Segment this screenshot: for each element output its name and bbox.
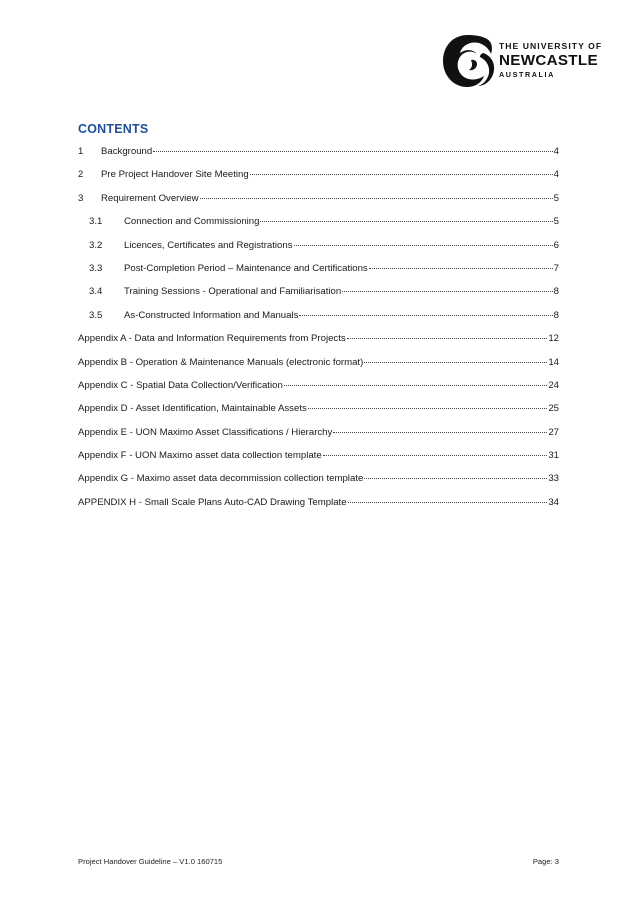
toc-page-number: 8: [553, 286, 559, 298]
logo-line-1: THE UNIVERSITY OF: [499, 41, 603, 51]
toc-dot-leader: [294, 245, 553, 246]
toc-dot-leader: [347, 338, 548, 339]
toc-entry-licences-certificates[interactable]: [78, 240, 559, 263]
toc-dot-leader: [284, 385, 548, 386]
toc-entry-appendix-a[interactable]: [78, 333, 559, 356]
footer-page-number: Page: 3: [532, 857, 559, 866]
university-wordmark: [499, 42, 602, 78]
toc-dot-leader: [323, 455, 548, 456]
toc-dot-leader: [364, 362, 547, 363]
toc-label: Training Sessions - Operational and Familiarisation: [124, 286, 342, 298]
toc-dot-leader: [250, 174, 553, 175]
toc-entry-post-completion[interactable]: [78, 263, 559, 286]
toc-entry-appendix-e[interactable]: [78, 427, 559, 450]
toc-dot-leader: [153, 151, 552, 152]
toc-page-number: 5: [553, 216, 559, 228]
toc-number: 3.4: [89, 286, 103, 298]
toc-page-number: 4: [553, 146, 559, 157]
university-logo: [440, 33, 603, 89]
toc-label: Appendix E - UON Maximo Asset Classifications / Hierarchy: [78, 426, 333, 438]
toc-dot-leader: [333, 432, 547, 433]
toc-entry-appendix-f[interactable]: [78, 450, 559, 473]
toc-page-number: 27: [548, 426, 559, 438]
toc-page-number: 6: [553, 239, 559, 251]
toc-entry-appendix-g[interactable]: [78, 473, 559, 496]
toc-number: 2: [78, 169, 84, 181]
toc-dot-leader: [200, 198, 553, 199]
logo-line-2: NEWCASTLE: [499, 51, 598, 69]
toc-entry-appendix-d[interactable]: [78, 403, 559, 426]
toc-label: Connection and Commissioning: [124, 216, 260, 228]
toc-entry-as-constructed[interactable]: [78, 310, 559, 333]
toc-page-number: 7: [553, 262, 559, 274]
toc-label: APPENDIX H - Small Scale Plans Auto-CAD Drawing Template: [78, 496, 347, 508]
toc-entry-appendix-h[interactable]: [78, 497, 559, 520]
toc-page-number: 12: [548, 333, 559, 345]
toc-number: 3.1: [89, 216, 103, 228]
logo-line-3: AUSTRALIA: [499, 69, 555, 79]
toc-dot-leader: [299, 315, 552, 316]
toc-entry-connection-commissioning[interactable]: [78, 216, 559, 239]
toc-number: 3.3: [89, 262, 103, 274]
seahorse-emblem-icon: [440, 33, 496, 89]
toc-entry-background[interactable]: [78, 146, 559, 169]
toc-label: Requirement Overview: [101, 192, 199, 204]
footer-document-title: Project Handover Guideline – V1.0 160715: [78, 857, 223, 866]
toc-page-number: 24: [548, 379, 559, 391]
toc-label: As-Constructed Information and Manuals: [124, 309, 299, 321]
page-footer: [78, 857, 559, 866]
toc-page-number: 34: [548, 496, 559, 508]
toc-entry-requirement-overview[interactable]: [78, 193, 559, 216]
toc-page-number: 25: [548, 403, 559, 415]
toc-dot-leader: [308, 408, 548, 409]
toc-dot-leader: [364, 478, 547, 479]
toc-entry-pre-project-handover[interactable]: [78, 169, 559, 192]
toc-dot-leader: [369, 268, 553, 269]
toc-entry-training-sessions[interactable]: [78, 286, 559, 309]
toc-entry-appendix-b[interactable]: [78, 357, 559, 380]
toc-page-number: 31: [548, 450, 559, 462]
toc-page-number: 33: [548, 473, 559, 485]
toc-label: Post-Completion Period – Maintenance and Certifications: [124, 262, 368, 274]
contents-heading: CONTENTS: [78, 122, 149, 136]
toc-label: Pre Project Handover Site Meeting: [101, 169, 249, 181]
toc-label: Appendix B - Operation & Maintenance Manuals (electronic format): [78, 356, 364, 368]
toc-page-number: 4: [553, 169, 559, 181]
toc-label: Licences, Certificates and Registrations: [124, 239, 293, 251]
toc-dot-leader: [260, 221, 552, 222]
toc-label: Appendix F - UON Maximo asset data collection template: [78, 450, 322, 462]
toc-page-number: 5: [553, 192, 559, 204]
toc-number: 1: [78, 146, 84, 157]
toc-number: 3: [78, 192, 84, 204]
toc-page-number: 14: [548, 356, 559, 368]
toc-dot-leader: [342, 291, 552, 292]
toc-label: Appendix G - Maximo asset data decommission collection template: [78, 473, 364, 485]
toc-label: Appendix C - Spatial Data Collection/Verification: [78, 379, 283, 391]
toc-label: Appendix D - Asset Identification, Maintainable Assets: [78, 403, 307, 415]
toc-page-number: 8: [553, 309, 559, 321]
toc-label: Background: [101, 146, 153, 157]
toc-dot-leader: [348, 502, 548, 503]
toc-number: 3.2: [89, 239, 103, 251]
toc-entry-appendix-c[interactable]: [78, 380, 559, 403]
toc-label: Appendix A - Data and Information Requirements from Projects: [78, 333, 346, 345]
table-of-contents: [78, 146, 559, 520]
toc-number: 3.5: [89, 309, 103, 321]
